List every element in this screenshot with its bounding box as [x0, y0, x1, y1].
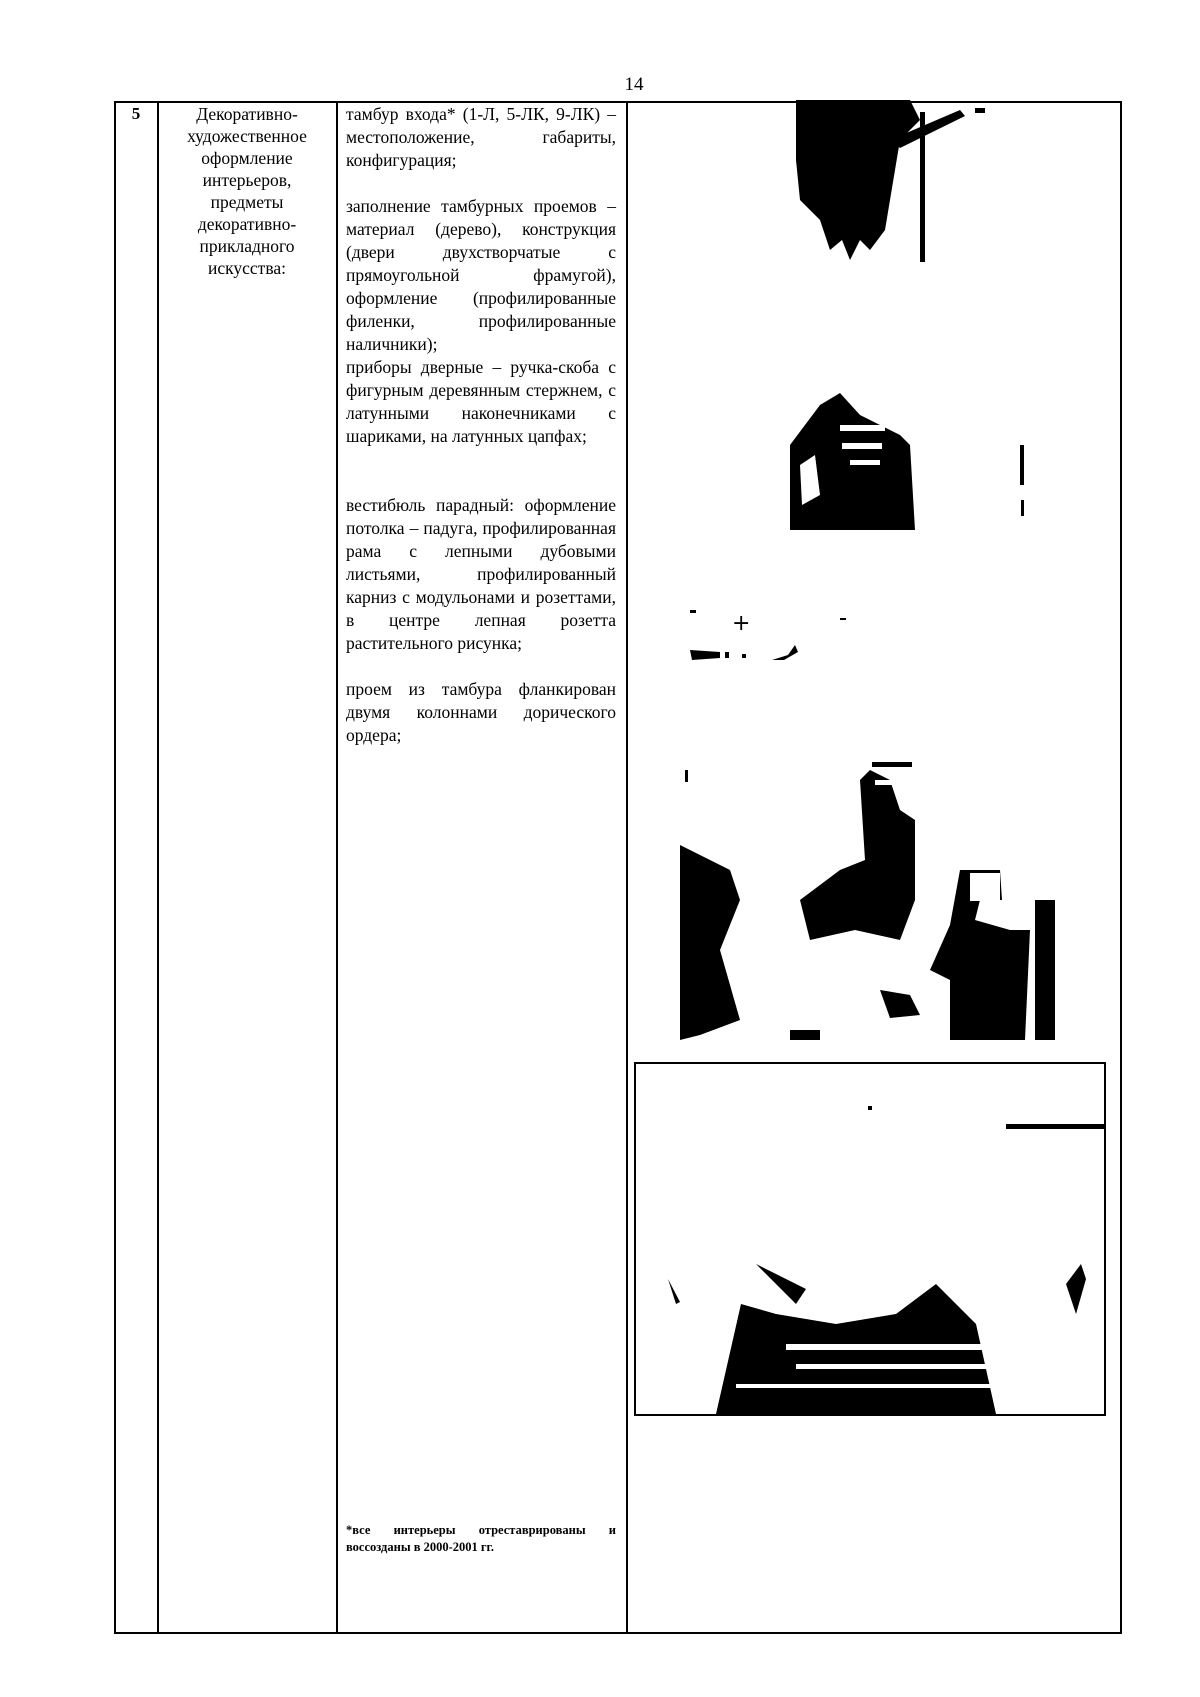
description-paragraph: вестибюль парадный: оформление потолка – падуга, профилированная рама с лепными дубовыми листьями, профилированный карниз с модульонами и розеттами, в центре лепная розетта растительного рисунка;: [346, 495, 616, 653]
photo-vestibule-hall: [680, 750, 1060, 1040]
photo-vestibule-ceiling: [680, 600, 940, 680]
row-name-line: интерьеров,: [202, 170, 292, 190]
row-name-line: искусства:: [208, 258, 286, 278]
photo-tambur-door-top: [790, 100, 990, 270]
row-number: 5: [131, 104, 141, 123]
row-name-line: прикладного: [199, 236, 295, 256]
description-paragraph: приборы дверные – ручка-скоба с фигурным деревянным стержнем, с латунными наконечниками с шариками, на латунных цапфах;: [346, 357, 616, 446]
svg-text:+: +: [732, 611, 751, 636]
description-paragraph: тамбур входа* (1-Л, 5-ЛК, 9-ЛК) – местоположение, габариты, конфигурация;: [346, 104, 616, 170]
row-name-line: предметы: [210, 192, 284, 212]
row-name: [160, 103, 334, 279]
footnote: *все интерьеры отреставрированы и воссозданы в 2000-2001 гг.: [346, 1523, 616, 1554]
row-name-line: декоративно-: [197, 214, 297, 234]
page-number: 14: [624, 74, 644, 95]
description-paragraph: заполнение тамбурных проемов – материал (дерево), конструкция (двери двухстворчатые с прямоугольной фрамугой), оформление (профилированные филенки, профилированные наличники);: [346, 196, 616, 354]
description-paragraph: проем из тамбура фланкирован двумя колоннами дорического ордера;: [346, 679, 616, 745]
row-name-line: художественное: [187, 126, 307, 146]
row-name-line: оформление: [201, 148, 293, 168]
row-name-line: Декоративно-: [196, 104, 298, 124]
photo-vestibule-columns: [634, 1062, 1106, 1416]
photo-door-handle: [780, 385, 1030, 530]
row-description: [346, 103, 616, 747]
